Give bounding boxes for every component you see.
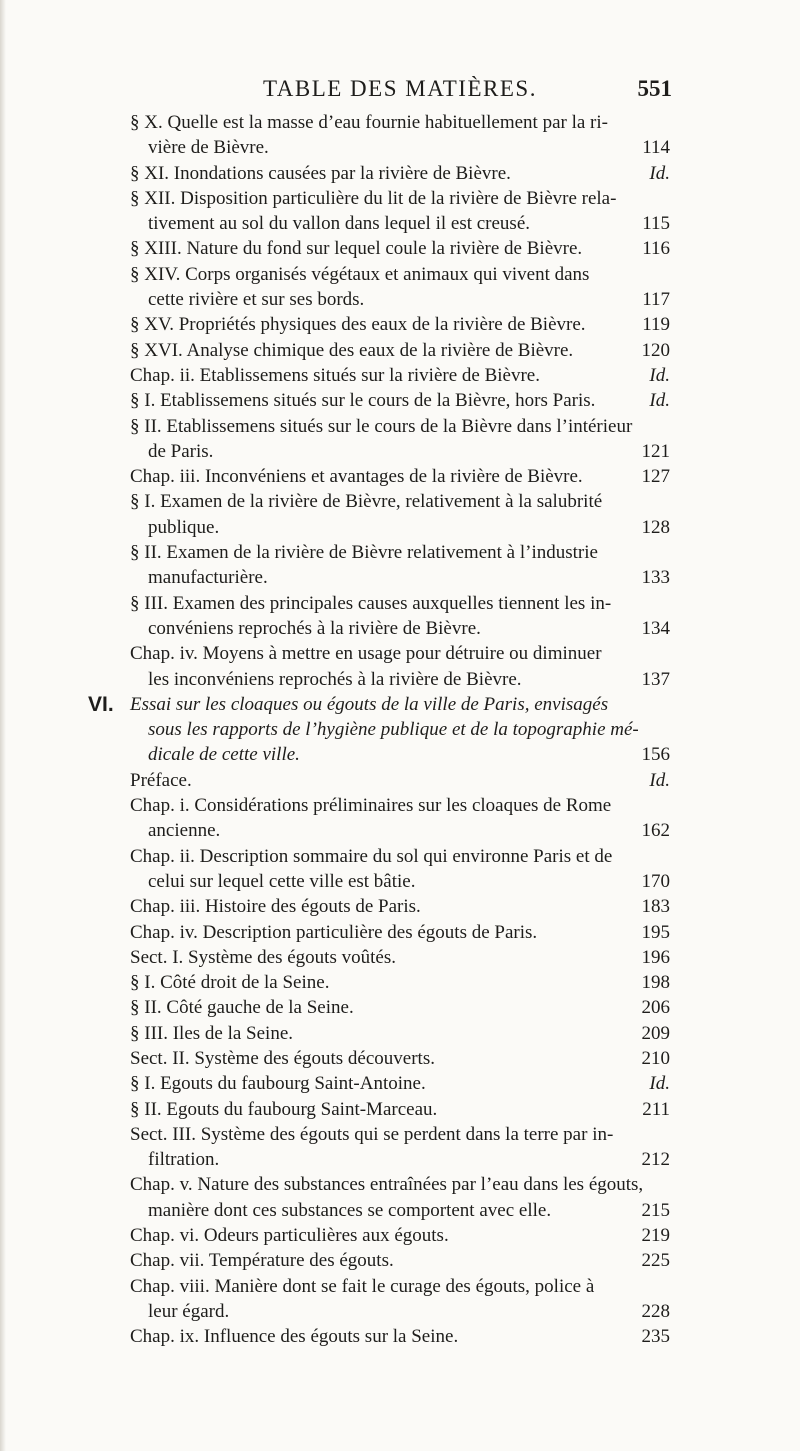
table-of-contents: [0, 110, 800, 1350]
toc-entry-line: § II. Egouts du faubourg Saint-Marceau. 211: [130, 1097, 670, 1122]
toc-page-ref: Id.: [649, 162, 670, 184]
toc-page-ref: 128: [641, 516, 670, 538]
toc-entry: [0, 920, 670, 945]
toc-entry: [0, 1248, 670, 1273]
toc-entry-line: filtration. 212: [130, 1147, 670, 1172]
toc-page-ref: 235: [641, 1326, 670, 1348]
toc-entry-line: vière de Bièvre. 114: [130, 135, 670, 160]
toc-entry-line: § I. Egouts du faubourg Saint-Antoine. Id.: [130, 1071, 670, 1096]
toc-entry-line: § II. Côté gauche de la Seine. 206: [130, 995, 670, 1020]
toc-page-ref: 206: [641, 997, 670, 1019]
toc-entry: [0, 995, 670, 1020]
toc-page-ref: 119: [642, 314, 670, 336]
toc-page-ref: 212: [641, 1149, 670, 1171]
toc-page-ref: 114: [642, 137, 670, 159]
toc-entry-line: convéniens reprochés à la rivière de Bièvre. 134: [130, 616, 670, 641]
toc-entry-line: Sect. I. Système des égouts voûtés. 196: [130, 945, 670, 970]
toc-entry: [0, 186, 670, 237]
toc-page-ref: Id.: [649, 364, 670, 386]
toc-entry: [0, 1021, 670, 1046]
toc-page-ref: 162: [641, 820, 670, 842]
toc-entry-line: Essai sur les cloaques ou égouts de la ville de Paris, envisagés: [130, 693, 609, 715]
toc-entry-line: § XIII. Nature du fond sur lequel coule la rivière de Bièvre. 116: [130, 236, 670, 261]
toc-entry-line: § III. Examen des principales causes auxquelles tiennent les in-: [130, 592, 612, 614]
toc-page-ref: 134: [641, 617, 670, 639]
toc-entry: [0, 641, 670, 692]
toc-entry-line: publique. 128: [130, 515, 670, 540]
toc-page-ref: Id.: [649, 769, 670, 791]
toc-entry-line: Sect. III. Système des égouts qui se perdent dans la terre par in-: [130, 1123, 614, 1145]
toc-entry: [0, 768, 670, 793]
toc-entry-line: § III. Iles de la Seine. 209: [130, 1021, 670, 1046]
toc-entry-line: § XI. Inondations causées par la rivière de Bièvre. Id.: [130, 161, 670, 186]
page-number: 551: [637, 76, 672, 101]
toc-entry-line: Chap. viii. Manière dont se fait le curage des égouts, police à: [130, 1275, 595, 1297]
toc-entry: [0, 894, 670, 919]
running-head: [130, 76, 670, 106]
toc-entry-line: § XIV. Corps organisés végétaux et animaux qui vivent dans: [130, 263, 590, 285]
toc-entry: [0, 363, 670, 388]
toc-page-ref: 170: [641, 870, 670, 892]
toc-page-ref: 156: [641, 744, 670, 766]
toc-entry-line: § X. Quelle est la masse d’eau fournie habituellement par la ri-: [130, 112, 608, 133]
toc-page-ref: 209: [641, 1022, 670, 1044]
toc-entry-line: leur égard. 228: [130, 1299, 670, 1324]
toc-page-ref: 210: [641, 1047, 670, 1069]
toc-entry: [0, 591, 670, 642]
toc-entry-line: Chap. vi. Odeurs particulières aux égouts. 219: [130, 1223, 670, 1248]
toc-entry-line: de Paris. 121: [130, 439, 670, 464]
toc-page-ref: 228: [641, 1300, 670, 1322]
toc-page-ref: 116: [642, 238, 670, 260]
toc-entry-line: cette rivière et sur ses bords. 117: [130, 287, 670, 312]
toc-entry-line: tivement au sol du vallon dans lequel il est creusé. 115: [130, 211, 670, 236]
toc-page-ref: 215: [641, 1199, 670, 1221]
toc-entry-line: § II. Etablissemens situés sur le cours de la Bièvre dans l’intérieur: [130, 415, 633, 437]
toc-page-ref: 225: [641, 1250, 670, 1272]
toc-entry: [0, 1097, 670, 1122]
toc-entry-line: Sect. II. Système des égouts découverts. 210: [130, 1046, 670, 1071]
toc-entry: [0, 945, 670, 970]
toc-entry: [0, 464, 670, 489]
toc-entry-line: Chap. ii. Description sommaire du sol qui environne Paris et de: [130, 845, 613, 867]
toc-entry: [0, 388, 670, 413]
toc-entry: [0, 970, 670, 995]
toc-entry-line: Chap. iv. Moyens à mettre en usage pour détruire ou diminuer: [130, 643, 602, 665]
toc-page-ref: 115: [642, 213, 670, 235]
toc-page-ref: 127: [641, 466, 670, 488]
toc-entry-line: Chap. ix. Influence des égouts sur la Seine. 235: [130, 1324, 670, 1349]
toc-entry-line: § XII. Disposition particulière du lit de la rivière de Bièvre rela-: [130, 187, 617, 209]
toc-entry: [0, 262, 670, 313]
toc-entry: [0, 110, 670, 161]
toc-page-ref: 219: [641, 1225, 670, 1247]
page-title: TABLE DES MATIÈRES.: [263, 76, 537, 101]
toc-page-ref: Id.: [649, 1073, 670, 1095]
toc-entry: [0, 312, 670, 337]
toc-entry: [0, 338, 670, 363]
toc-entry-line: manufacturière. 133: [130, 565, 670, 590]
toc-entry-line: dicale de cette ville. 156: [130, 742, 670, 767]
toc-entry-line: § I. Examen de la rivière de Bièvre, relativement à la salubrité: [130, 491, 603, 513]
toc-entry-line: Chap. iii. Inconvéniens et avantages de la rivière de Bièvre. 127: [130, 464, 670, 489]
toc-page-ref: 183: [641, 896, 670, 918]
toc-entry: [0, 692, 670, 768]
toc-entry: [0, 236, 670, 261]
toc-entry: [0, 1122, 670, 1173]
toc-entry: [0, 1274, 670, 1325]
toc-entry: [0, 489, 670, 540]
toc-entry-line: Chap. i. Considérations préliminaires sur les cloaques de Rome: [130, 795, 612, 817]
toc-page-ref: 133: [641, 567, 670, 589]
toc-page-ref: 211: [642, 1098, 670, 1120]
toc-entry: [0, 1172, 670, 1223]
toc-page-ref: 198: [641, 972, 670, 994]
toc-entry-line: § XVI. Analyse chimique des eaux de la rivière de Bièvre. 120: [130, 338, 670, 363]
toc-entry: [0, 1223, 670, 1248]
toc-page-ref: 137: [641, 668, 670, 690]
toc-entry-line: Chap. iii. Histoire des égouts de Paris. 183: [130, 894, 670, 919]
toc-entry-line: Chap. vii. Température des égouts. 225: [130, 1248, 670, 1273]
toc-page-ref: 121: [641, 440, 670, 462]
toc-entry-line: § XV. Propriétés physiques des eaux de la rivière de Bièvre. 119: [130, 312, 670, 337]
section-number: VI.: [88, 692, 114, 716]
toc-page-ref: 196: [641, 946, 670, 968]
toc-page-ref: 195: [641, 921, 670, 943]
toc-entry: [0, 161, 670, 186]
toc-entry: [0, 1046, 670, 1071]
toc-entry-line: les inconvéniens reprochés à la rivière de Bièvre. 137: [130, 667, 670, 692]
toc-entry: [0, 1071, 670, 1096]
toc-entry-line: ancienne. 162: [130, 818, 670, 843]
toc-entry-line: sous les rapports de l’hygiène publique et de la topographie mé-: [148, 719, 639, 741]
toc-entry-line: celui sur lequel cette ville est bâtie. 170: [130, 869, 670, 894]
toc-entry: [0, 793, 670, 844]
toc-entry-line: Chap. ii. Etablissemens situés sur la rivière de Bièvre. Id.: [130, 363, 670, 388]
toc-entry-line: § II. Examen de la rivière de Bièvre relativement à l’industrie: [130, 542, 598, 564]
toc-page-ref: 117: [642, 289, 670, 311]
toc-entry: [0, 844, 670, 895]
toc-entry: [0, 540, 670, 591]
toc-entry: [0, 1324, 670, 1349]
toc-entry-line: Préface. Id.: [130, 768, 670, 793]
toc-entry-line: § I. Etablissemens situés sur le cours de la Bièvre, hors Paris. Id.: [130, 388, 670, 413]
toc-entry-line: § I. Côté droit de la Seine. 198: [130, 970, 670, 995]
toc-entry-line: Chap. v. Nature des substances entraînées par l’eau dans les égouts,: [130, 1174, 644, 1196]
toc-page-ref: 120: [641, 339, 670, 361]
toc-entry-line: Chap. iv. Description particulière des égouts de Paris. 195: [130, 920, 670, 945]
toc-entry-line: manière dont ces substances se comportent avec elle. 215: [130, 1198, 670, 1223]
toc-entry: [0, 414, 670, 465]
toc-page-ref: Id.: [649, 390, 670, 412]
